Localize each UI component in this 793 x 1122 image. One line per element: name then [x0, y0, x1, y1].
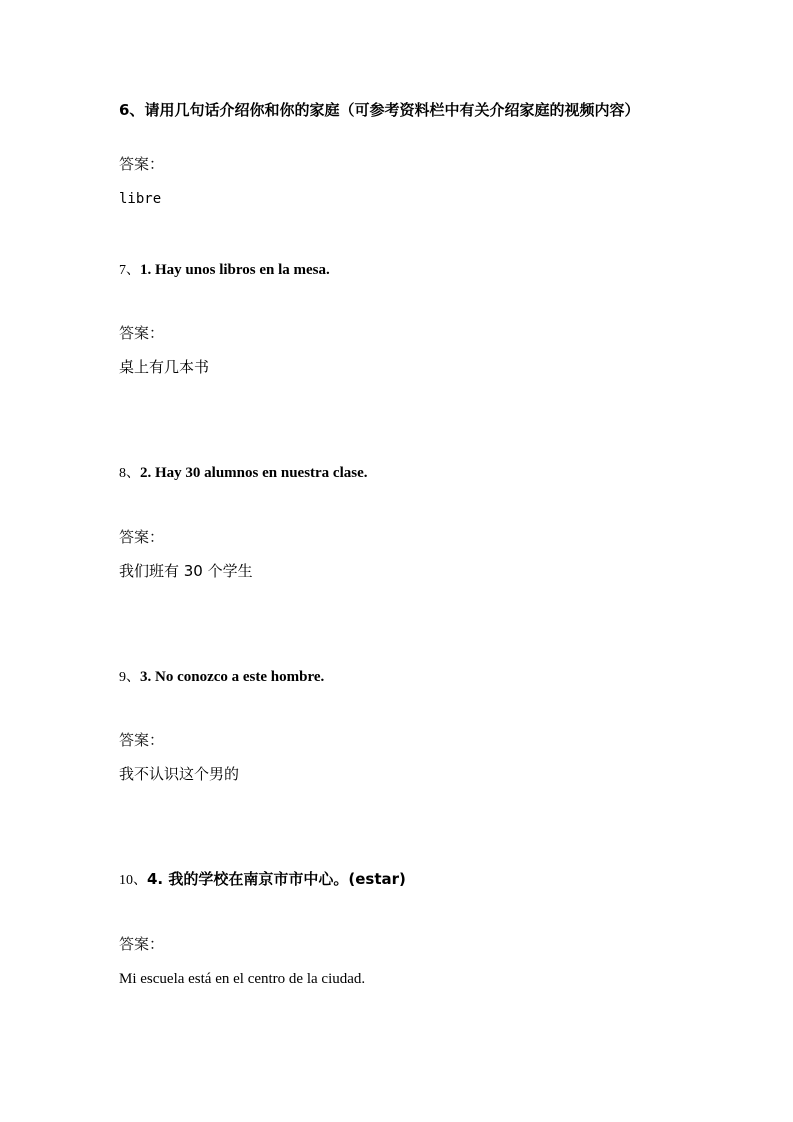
question-10: [119, 867, 406, 893]
question-7: [119, 257, 330, 283]
answer-label: 答案：: [119, 155, 165, 173]
answer-text: 桌上有几本书: [119, 358, 210, 376]
answer-label: 答案：: [119, 528, 165, 546]
answer-text: Mi escuela está en el centro de la ciudad.: [119, 971, 366, 987]
question-6: [119, 98, 659, 122]
answer-text: libre: [119, 191, 162, 207]
answer-label: 答案：: [119, 731, 165, 749]
question-number: 10、: [119, 873, 147, 888]
answer-label: 答案：: [119, 935, 165, 953]
question-number: 8、: [119, 466, 140, 481]
question-text: 4. 我的学校在南京市市中心。(estar): [147, 870, 406, 888]
answer-label: 答案：: [119, 324, 165, 342]
answer-text: 我们班有 30 个学生: [119, 562, 253, 580]
question-number: 7、: [119, 263, 140, 278]
question-text: 请用几句话介绍你和你的家庭（可参考资料栏中有关介绍家庭的视频内容）: [144, 101, 640, 119]
question-8: [119, 460, 368, 486]
question-9: [119, 664, 324, 690]
question-number: 6、: [119, 101, 145, 119]
question-text: 2. Hay 30 alumnos en nuestra clase.: [140, 465, 368, 481]
question-text: 1. Hay unos libros en la mesa.: [140, 262, 330, 278]
question-text: 3. No conozco a este hombre.: [140, 669, 325, 685]
answer-text: 我不认识这个男的: [119, 765, 240, 783]
question-number: 9、: [119, 670, 140, 685]
